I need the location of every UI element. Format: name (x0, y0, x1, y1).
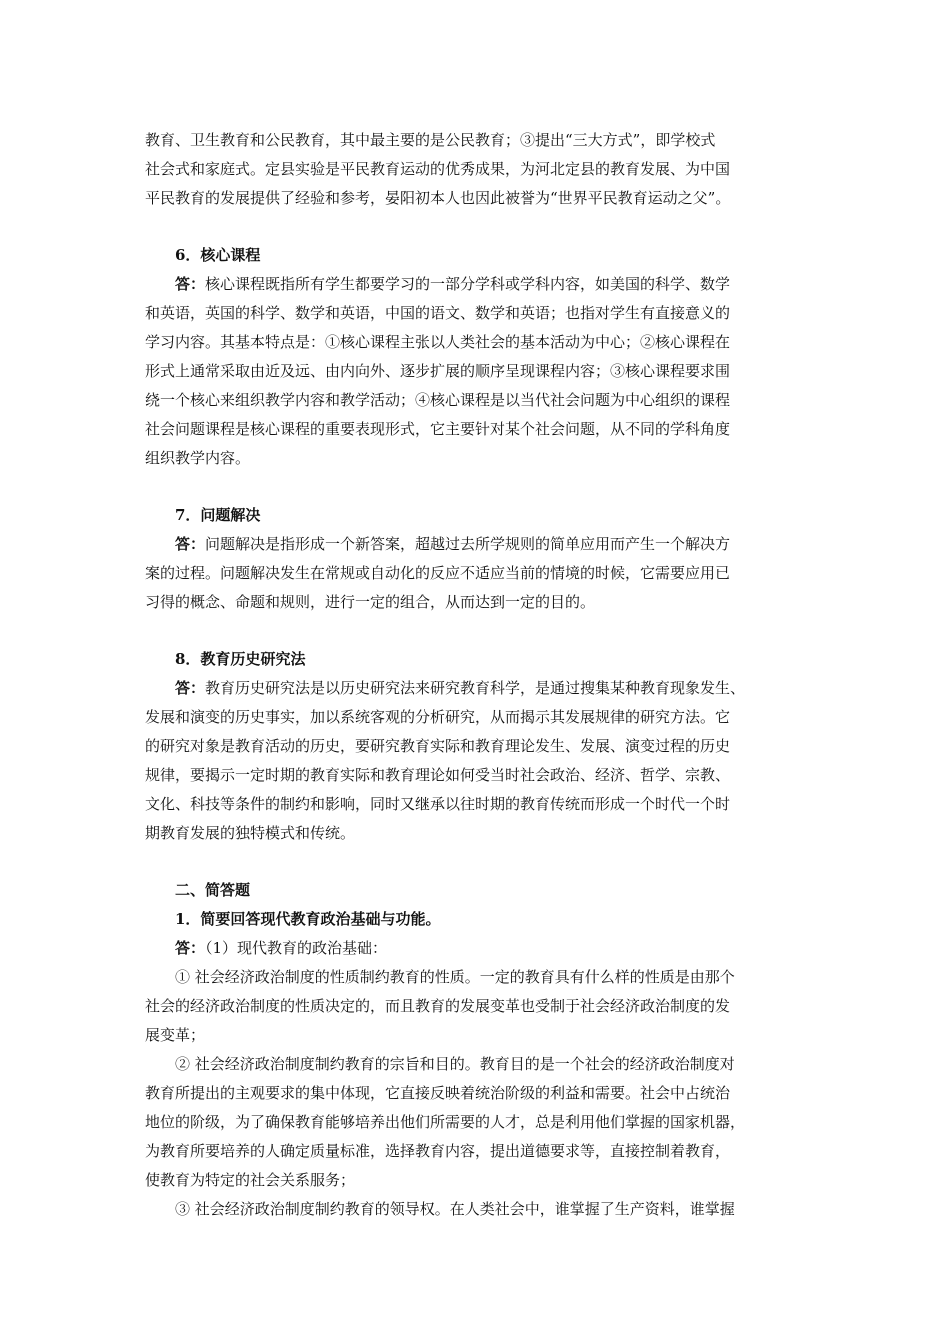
document-page (145, 126, 815, 1224)
text-line: 组织教学内容。 (145, 449, 251, 467)
text-line: 规律，要揭示一定时期的教育实际和教育理论如何受当时社会政治、经济、哲学、宗教、 (145, 766, 731, 784)
text-line: ② 社会经济政治制度制约教育的宗旨和目的。教育目的是一个社会的经济政治制度对 (175, 1055, 735, 1073)
answer-text: 问题解决是指形成一个新答案，超越过去所学规则的简单应用而产生一个解决方 (205, 535, 731, 553)
text-line: 绕一个核心来组织教学内容和教学活动；④核心课程是以当代社会问题为中心组织的课程 (145, 391, 731, 409)
answer-first-line (145, 674, 815, 703)
answer-text: 核心课程既指所有学生都要学习的一部分学科或学科内容，如美国的科学、数学 (205, 275, 731, 293)
text-line: 使教育为特定的社会关系服务； (145, 1171, 356, 1189)
text-line: 教育所提出的主观要求的集中体现，它直接反映着统治阶级的利益和需要。社会中占统治 (145, 1084, 731, 1102)
intro-paragraph (145, 126, 815, 213)
answer-label: 答： (175, 679, 206, 697)
text-line: 社会的经济政治制度的性质决定的，而且教育的发展变革也受制于社会经济政治制度的发 (145, 997, 731, 1015)
text-line: 形式上通常采取由近及远、由内向外、逐步扩展的顺序呈现课程内容；③核心课程要求围 (145, 362, 731, 380)
text-line: 案的过程。问题解决发生在常规或自动化的反应不适应当前的情境的时候，它需要应用已 (145, 564, 731, 582)
text-line: 学习内容。其基本特点是：①核心课程主张以人类社会的基本活动为中心；②核心课程在 (145, 333, 731, 351)
text-line: 和英语，英国的科学、数学和英语，中国的语文、数学和英语；也指对学生有直接意义的 (145, 304, 731, 322)
section-gap (145, 473, 815, 501)
text-line: ① 社会经济政治制度的性质制约教育的性质。一定的教育具有什么样的性质是由那个 (175, 968, 735, 986)
answer-label: 答： (175, 535, 206, 553)
text-line: 习得的概念、命题和规则，进行一定的组合，从而达到一定的目的。 (145, 593, 596, 611)
section-gap (145, 617, 815, 645)
answer-first-line (145, 270, 815, 299)
text-line: 发展和演变的历史事实，加以系统客观的分析研究，从而揭示其发展规律的研究方法。它 (145, 708, 731, 726)
text-line: 为教育所要培养的人确定质量标准，选择教育内容，提出道德要求等，直接控制着教育， (145, 1142, 731, 1160)
section-heading: 8．教育历史研究法 (175, 650, 306, 668)
answer-label: 答： (175, 275, 206, 293)
section-historical-research (145, 645, 815, 848)
section-gap (145, 848, 815, 876)
question-text: 1．简要回答现代教育政治基础与功能。 (175, 910, 441, 928)
section-heading: 6．核心课程 (175, 246, 261, 264)
section-short-answer (145, 876, 815, 1224)
answer-text: 教育历史研究法是以历史研究法来研究教育科学，是通过搜集某种教育现象发生、 (205, 679, 746, 697)
text-line: 社会式和家庭式。定县实验是平民教育运动的优秀成果，为河北定县的教育发展、为中国 (145, 160, 731, 178)
section-problem-solving (145, 501, 815, 617)
answer-item-2 (145, 1050, 815, 1195)
section-core-curriculum (145, 241, 815, 473)
text-line: 地位的阶级，为了确保教育能够培养出他们所需要的人才，总是利用他们掌握的国家机器， (145, 1113, 746, 1131)
text-line: 期教育发展的独特模式和传统。 (145, 824, 356, 842)
answer-item-1 (145, 963, 815, 1050)
answer-first-line (145, 934, 815, 963)
text-line: 平民教育的发展提供了经验和参考，晏阳初本人也因此被誉为“世界平民教育运动之父”。 (145, 189, 731, 207)
text-line: 文化、科技等条件的制约和影响，同时又继承以往时期的教育传统而形成一个时代一个时 (145, 795, 731, 813)
answer-first-line (145, 530, 815, 559)
text-line: ③ 社会经济政治制度制约教育的领导权。在人类社会中，谁掌握了生产资料，谁掌握 (175, 1200, 735, 1218)
answer-item-3 (145, 1195, 815, 1224)
text-line: 教育、卫生教育和公民教育，其中最主要的是公民教育；③提出“三大方式”，即学校式 (145, 131, 716, 149)
part-heading: 二、简答题 (175, 881, 251, 899)
text-line: 展变革； (145, 1026, 206, 1044)
section-heading: 7．问题解决 (175, 506, 261, 524)
answer-label: 答： (175, 939, 206, 957)
answer-text: （1）现代教育的政治基础： (205, 939, 388, 957)
section-gap (145, 213, 815, 241)
text-line: 的研究对象是教育活动的历史，要研究教育实际和教育理论发生、发展、演变过程的历史 (145, 737, 731, 755)
text-line: 社会问题课程是核心课程的重要表现形式，它主要针对某个社会问题，从不同的学科角度 (145, 420, 731, 438)
